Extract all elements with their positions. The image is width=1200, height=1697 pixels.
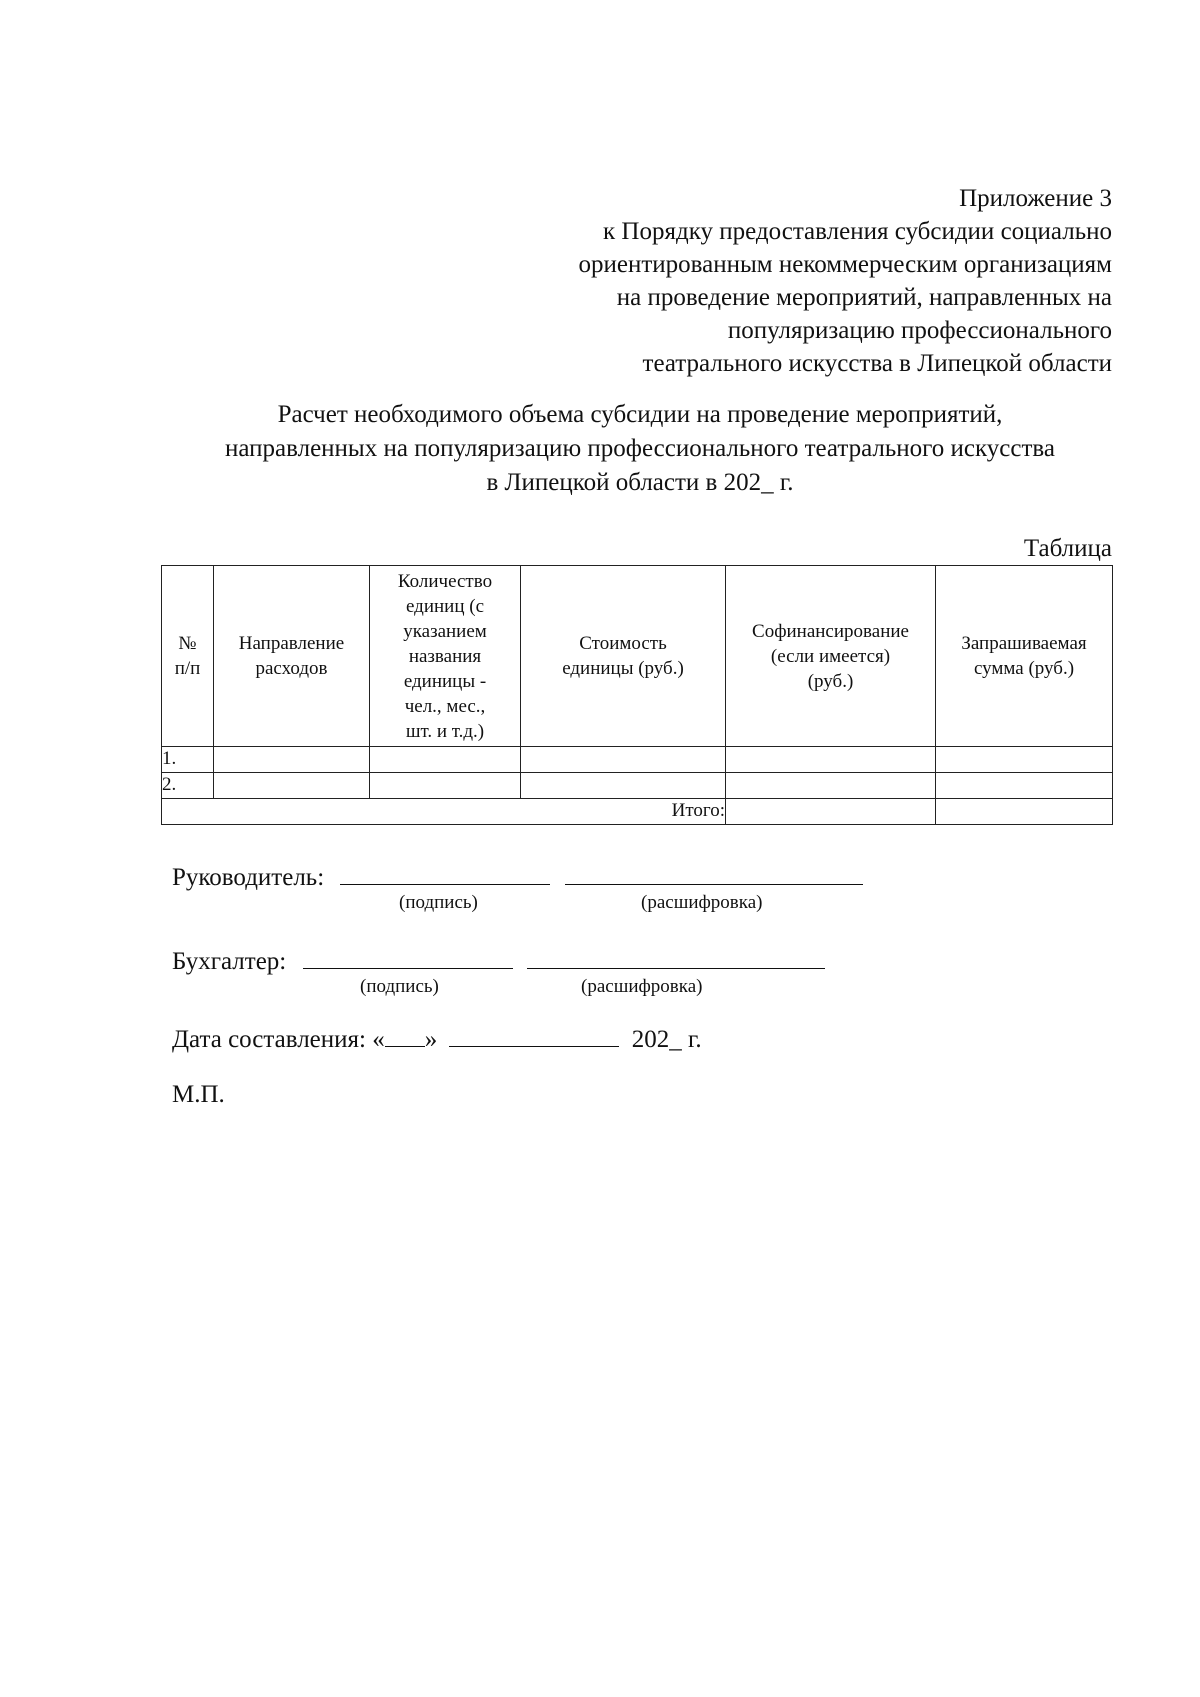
- document-title: [160, 398, 1120, 500]
- subsidy-calculation-table: [161, 565, 1113, 825]
- accountant-signature-row: [172, 944, 825, 977]
- header-requested: Запрашиваемая сумма (руб.): [936, 566, 1113, 747]
- head-decode-line[interactable]: [565, 860, 863, 885]
- appendix-line: на проведение мероприятий, направленных на: [616, 284, 1112, 311]
- table-row: [162, 747, 1113, 773]
- header-quantity: Количество единиц (с указанием названия единицы - чел., мес., шт. и т.д.): [370, 566, 521, 747]
- head-sign-caption: (подпись): [399, 892, 478, 913]
- header-direction: Направление расходов: [214, 566, 370, 747]
- row-number: 1.: [162, 747, 214, 773]
- cell-quantity[interactable]: [370, 747, 521, 773]
- cell-requested[interactable]: [936, 747, 1113, 773]
- appendix-line: театрального искусства в Липецкой области: [642, 350, 1112, 377]
- title-line: направленных на популяризацию профессионального театрального искусства: [225, 435, 1055, 462]
- date-close-quote: »: [424, 1026, 438, 1053]
- table-total-row: [162, 799, 1113, 825]
- stamp-label: М.П.: [172, 1081, 225, 1108]
- date-label: Дата составления: «: [172, 1026, 385, 1053]
- title-line: Расчет необходимого объема субсидии на проведение мероприятий,: [277, 401, 1003, 428]
- table-row: [162, 773, 1113, 799]
- table-caption: Таблица: [1023, 535, 1112, 562]
- date-month-line[interactable]: [449, 1022, 619, 1047]
- cell-cofinancing[interactable]: [726, 747, 936, 773]
- total-cofinancing[interactable]: [726, 799, 936, 825]
- row-number: 2.: [162, 773, 214, 799]
- cell-direction[interactable]: [214, 773, 370, 799]
- accountant-signature-line[interactable]: [303, 944, 513, 969]
- cell-cofinancing[interactable]: [726, 773, 936, 799]
- total-label: Итого:: [162, 799, 726, 825]
- date-year: 202_ г.: [631, 1026, 702, 1053]
- appendix-line: к Порядку предоставления субсидии социально: [603, 218, 1112, 245]
- cell-quantity[interactable]: [370, 773, 521, 799]
- title-line: в Липецкой области в 202_ г.: [486, 469, 794, 496]
- cell-unit-cost[interactable]: [521, 773, 726, 799]
- appendix-line: Приложение 3: [959, 185, 1112, 212]
- cell-requested[interactable]: [936, 773, 1113, 799]
- header-num: № п/п: [162, 566, 214, 747]
- appendix-line: популяризацию профессионального: [727, 317, 1112, 344]
- accountant-sign-caption: (подпись): [360, 976, 439, 997]
- head-signature-line[interactable]: [340, 860, 550, 885]
- head-signature-row: [172, 860, 863, 893]
- cell-unit-cost[interactable]: [521, 747, 726, 773]
- head-decode-caption: (расшифровка): [641, 892, 763, 913]
- accountant-decode-caption: (расшифровка): [581, 976, 703, 997]
- date-day-line[interactable]: [385, 1022, 425, 1047]
- date-row: [172, 1022, 702, 1055]
- header-cofinancing: Софинансирование (если имеется) (руб.): [726, 566, 936, 747]
- appendix-header: [579, 182, 1112, 380]
- appendix-line: ориентированным некоммерческим организациям: [578, 251, 1112, 278]
- accountant-label: Бухгалтер:: [172, 948, 287, 975]
- cell-direction[interactable]: [214, 747, 370, 773]
- header-unit-cost: Стоимость единицы (руб.): [521, 566, 726, 747]
- accountant-decode-line[interactable]: [527, 944, 825, 969]
- total-requested[interactable]: [936, 799, 1113, 825]
- head-label: Руководитель:: [172, 864, 325, 891]
- table-header-row: [162, 566, 1113, 747]
